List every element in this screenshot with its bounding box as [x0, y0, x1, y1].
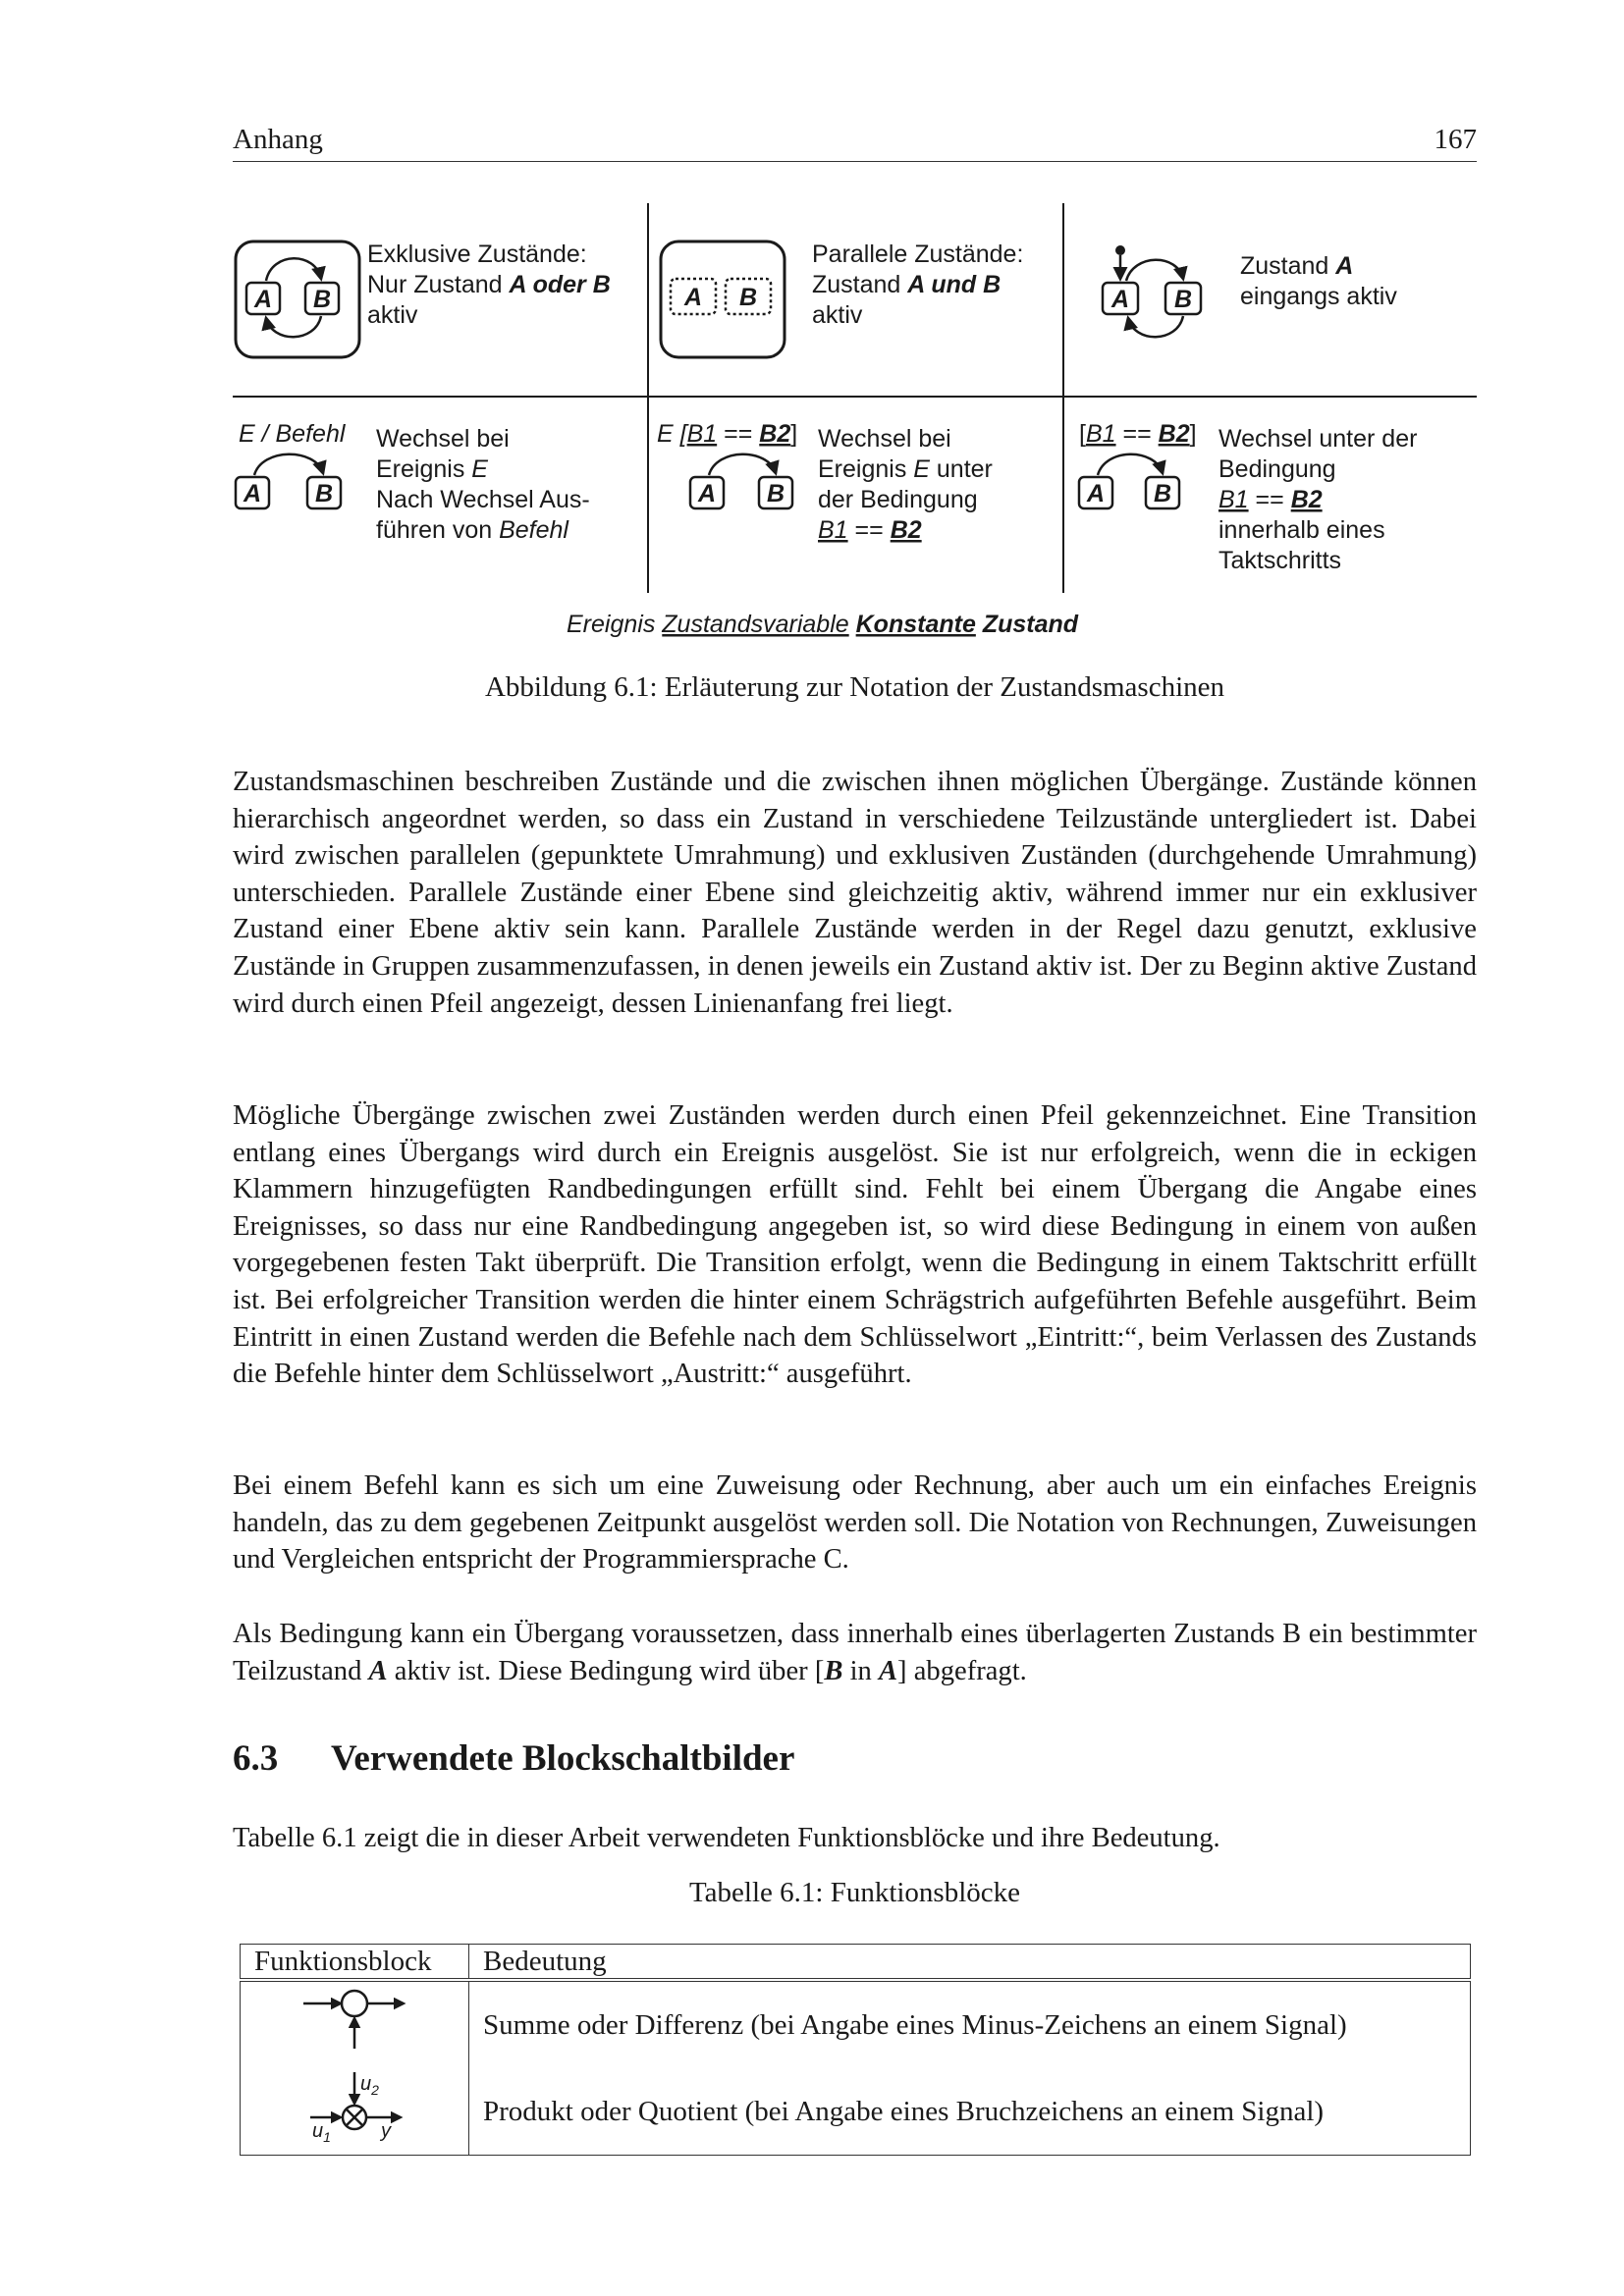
guard-line2-emph: E [913, 455, 930, 483]
product-block-symbol [291, 2068, 418, 2147]
cond-line1: Wechsel unter der [1218, 425, 1418, 453]
event-transition-symbol [236, 454, 341, 508]
parallel-line1: Parallele Zustände: [812, 240, 1024, 268]
guard-line1: Wechsel bei [818, 425, 951, 453]
paragraph-condition: Als Bedingung kann ein Übergang voraussetzen, dass innerhalb eines überlagerten Zustands B ein bestimmter Teilzustand A aktiv ist. Diese Bedingung wird über [B in A] abgefragt. [233, 1619, 1477, 1686]
svg-text:der Bedingung [818, 486, 978, 513]
state-b-label: B [312, 286, 332, 313]
paragraph-table-intro: Tabelle 6.1 zeigt die in dieser Arbeit verwendeten Funktionsblöcke und ihre Bedeutung. [233, 1823, 1220, 1853]
event-line3: Nach Wechsel Aus- [376, 486, 590, 513]
svg-text:führen von Befehl [376, 516, 569, 544]
state-b-label: B [314, 480, 334, 507]
state-b-label: B [738, 284, 758, 311]
svg-text:Wechsel bei [376, 425, 510, 453]
table-caption: Tabelle 6.1: Funktionsblöcke [688, 1877, 1021, 1908]
state-b-label: B [1153, 480, 1172, 507]
table-header-row [241, 1945, 1471, 1981]
initial-line1: Zustand [1240, 252, 1336, 280]
svg-text:Exklusive Zustände: [367, 240, 587, 268]
page-number: 167 [1434, 124, 1477, 155]
svg-text:Bedingung [1218, 455, 1336, 483]
product-block-meaning: Produkt oder Quotient (bei Angabe eines Bruchzeichens an einem Signal) [469, 2068, 1471, 2156]
section-heading [233, 1737, 794, 1780]
product-block-cell [241, 2068, 469, 2156]
state-a-label: A [697, 480, 717, 507]
svg-text:aktiv [367, 301, 418, 329]
state-b-label: B [766, 480, 785, 507]
section-title: Verwendete Blockschaltbilder [331, 1738, 795, 1779]
event-transition-label: E / Befehl [239, 420, 346, 448]
svg-text:Parallele Zustände: [812, 240, 1023, 268]
state-a-label: A [1110, 286, 1130, 313]
state-a-label: A [253, 286, 273, 313]
svg-text:innerhalb eines [1218, 516, 1385, 544]
svg-text:Zustand A und B [812, 271, 1001, 298]
initial-line2: eingangs aktiv [1240, 283, 1397, 310]
parallel-line2: Zustand [812, 271, 908, 298]
running-title: Anhang [233, 124, 323, 155]
guard-line2: Ereignis [818, 455, 914, 483]
svg-text:aktiv [812, 301, 863, 329]
initial-line1-emph: A [1335, 252, 1354, 280]
exclusive-line2-emph: A oder B [509, 271, 611, 298]
table-row [241, 2068, 1471, 2156]
figure-legend: Ereignis Zustandsvariable Konstante Zustand [567, 611, 1079, 638]
svg-text:Taktschritts [1218, 547, 1341, 574]
event-line1: Wechsel bei [376, 425, 510, 453]
parallel-line2-emph: A und B [907, 271, 1001, 298]
state-a-label: A [683, 284, 703, 311]
guard-transition-symbol [690, 454, 792, 508]
section-number: 6.3 [233, 1738, 279, 1779]
paragraph-state-machines: Zustandsmaschinen beschreiben Zustände und die zwischen ihnen möglichen Übergänge. Zustände können hierarchisch angeordnet werden, so dass ein Zustand in verschiedene Teilzustände untergliedert ist. Dabei wird zwischen parallelen (gepunktete Umrahmung) und exklusiven Zuständen (durchgehende Umrahmung) unterschieden. Parallele Zustände einer Ebene sind gleichzeitig aktiv, während immer nur ein exklusiver Zustand einer Ebene aktiv sein kann. Parallele Zustände werden in der Regel dazu genutzt, exklusive Zustände in Gruppen zusammenzufassen, in denen jeweils ein Zustand aktiv ist. Der zu Beginn aktive Zustand wird durch einen Pfeil angezeigt, dessen Linienanfang frei liegt. [233, 767, 1477, 1019]
cond-line4: innerhalb eines [1218, 516, 1385, 544]
event-line4-emph: Befehl [499, 516, 568, 544]
table-header-meaning: Bedeutung [469, 1945, 1471, 1981]
svg-text:Wechsel bei [818, 425, 951, 453]
sum-block-meaning: Summe oder Differenz (bei Angabe eines Minus-Zeichens an einem Signal) [469, 1980, 1471, 2068]
exclusive-line1: Exklusive Zustände: [367, 240, 587, 268]
exclusive-states-symbol [236, 241, 359, 357]
event-line4: führen von [376, 516, 500, 544]
state-b-label: B [1173, 286, 1193, 313]
exclusive-line3: aktiv [367, 301, 418, 329]
initial-state-symbol [1103, 245, 1201, 337]
paragraph-commands: Bei einem Befehl kann es sich um eine Zuweisung oder Rechnung, aber auch um ein einfaches Ereignis handeln, das zu dem gegebenen Zeitpunkt ausgelöst werden soll. Die Notation von Rechnungen, Zuweisungen und Vergleichen entspricht der Programmiersprache C. [233, 1470, 1477, 1575]
state-a-label: A [1086, 480, 1106, 507]
exclusive-line2: Nur Zustand [367, 271, 510, 298]
guard-transition-label: E [B1 == B2] [657, 420, 798, 448]
state-a-label: A [243, 480, 262, 507]
sum-block-cell [241, 1980, 469, 2068]
cond-line2: Bedingung [1218, 455, 1336, 483]
guard-line4: B1 == B2 [818, 516, 922, 544]
sum-block-symbol [296, 1982, 413, 2060]
u2-label: $u_2$ [360, 2073, 379, 2098]
page-header [233, 124, 1477, 162]
paragraph-transitions: Mögliche Übergänge zwischen zwei Zuständen werden durch einen Pfeil gekennzeichnet. Eine Transition entlang eines Übergangs wird durch ein Ereignis ausgelöst. Sie ist nur erfolgreich, wenn die in eckigen Klammern hinzugefügten Randbedingungen erfüllt sind. Fehlt bei einem Übergang die Angabe eines Ereignisses, so dass nur eine Randbedingung angegeben ist, so wird diese Bedingung in einem von außen vorgegebenen festen Takt überprüft. Die Transition erfolgt, wenn die Bedingung in einem Taktschritt erfüllt ist. Bei erfolgreicher Transition werden die hinter einem Schrägstrich aufgeführten Befehle ausgeführt. Beim Eintritt in einen Zustand werden die Befehle nach dem Schlüsselwort „Eintritt:“, beim Verlassen des Zustands die Befehle hinter dem Schlüsselwort „Austritt:“ ausgeführt. [233, 1100, 1477, 1390]
cond-transition-label: [B1 == B2] [1079, 420, 1197, 448]
guard-line2-end: unter [929, 455, 993, 483]
table-row [241, 1980, 1471, 2068]
svg-text:eingangs aktiv [1240, 283, 1397, 310]
event-line2-emph: E [471, 455, 488, 483]
guard-line3: der Bedingung [818, 486, 978, 513]
svg-text:Ereignis E unter [818, 455, 993, 483]
svg-text:Nach Wechsel Aus- [376, 486, 590, 513]
figure-caption: Abbildung 6.1: Erläuterung zur Notation der Zustandsmaschinen [484, 671, 1225, 703]
u1-label: $u_1$ [312, 2120, 331, 2145]
parallel-states-symbol [661, 241, 785, 357]
cond-transition-symbol [1079, 454, 1179, 508]
event-line2: Ereignis [376, 455, 472, 483]
svg-text:Wechsel unter der [1218, 425, 1417, 453]
svg-text:Ereignis E [376, 455, 488, 483]
cond-line3: B1 == B2 [1218, 486, 1323, 513]
function-block-table [240, 1944, 1471, 2156]
svg-text:Zustand A [1240, 252, 1353, 280]
parallel-line3: aktiv [812, 301, 863, 329]
svg-text:Nur Zustand A oder B [367, 271, 611, 298]
cond-line5: Taktschritts [1218, 547, 1342, 574]
state-machine-notation-figure [233, 196, 1477, 648]
y-label: y [381, 2120, 391, 2142]
table-header-block: Funktionsblock [241, 1945, 469, 1981]
